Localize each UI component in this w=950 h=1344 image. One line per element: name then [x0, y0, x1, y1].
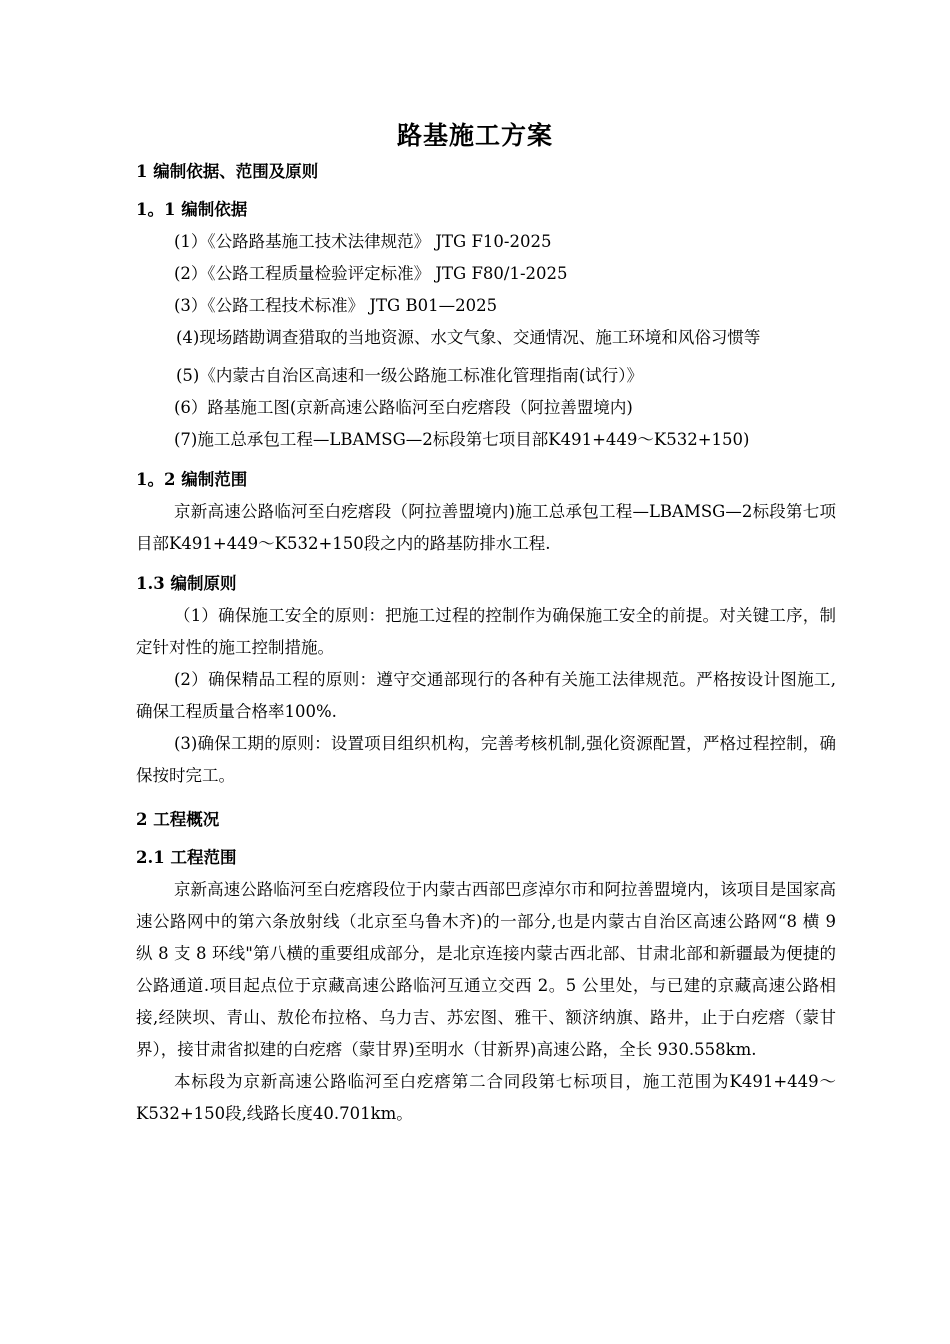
- scope-paragraph: 京新高速公路临河至白疙瘩段（阿拉善盟境内)施工总承包工程—LBAMSG—2标段第七项目部K491+449～K532+150段之内的路基防排水工程.: [136, 502, 836, 553]
- page-title: 路基施工方案: [396, 121, 553, 150]
- reference-item-4: (4)现场踏勘调查猎取的当地资源、水文气象、交通情况、施工环境和风俗习惯等: [176, 328, 761, 347]
- document-body: [136, 156, 836, 1130]
- section-1-2-heading: 1。2 编制范围: [136, 470, 248, 489]
- reference-item-3: (3）《公路工程技术标准》 JTG B01—2025: [174, 296, 498, 315]
- project-paragraph-1: 京新高速公路临河至白疙瘩段位于内蒙古西部巴彦淖尔市和阿拉善盟境内，该项目是国家高速公路网中的第六条放射线（北京至乌鲁木齐)的一部分,也是内蒙古自治区高速公路网“8 横 9 纵 8 支 8 环线"第八横的重要组成部分，是北京连接内蒙古西北部、甘肃北部和新疆最为便捷的公路通道.项目起点位于京藏高速公路临河互通立交西 2。5 公里处，与已建的京藏高速公路相接,经陕坝、青山、敖伦布拉格、乌力吉、苏宏图、雅干、额济纳旗、路井，止于白疙瘩（蒙甘界），接甘肃省拟建的白疙瘩（蒙甘界)至明水（甘新界)高速公路，全长 930.558km.: [136, 880, 836, 1059]
- section-1-3-heading: 1.3 编制原则: [136, 574, 237, 593]
- reference-item-5: (5)《内蒙古自治区高速和一级公路施工标准化管理指南(试行）》: [176, 366, 644, 385]
- section-2-1-heading: 2.1 工程范围: [136, 848, 237, 867]
- reference-item-7: (7)施工总承包工程—LBAMSG—2标段第七项目部K491+449～K532+150): [174, 430, 750, 449]
- section-2-heading: 2 工程概况: [136, 810, 220, 829]
- principle-item-3: (3)确保工期的原则：设置项目组织机构，完善考核机制,强化资源配置，严格过程控制，确保按时完工。: [136, 734, 836, 785]
- reference-item-1: (1）《公路路基施工技术法律规范》 JTG F10-2025: [174, 232, 552, 251]
- principle-item-2: (2）确保精品工程的原则：遵守交通部现行的各种有关施工法律规范。严格按设计图施工,确保工程质量合格率100%.: [136, 670, 836, 721]
- reference-item-2: (2）《公路工程质量检验评定标准》 JTG F80/1-2025: [174, 264, 568, 283]
- project-paragraph-2: 本标段为京新高速公路临河至白疙瘩第二合同段第七标项目，施工范围为K491+449～K532+150段,线路长度40.701km。: [136, 1072, 836, 1123]
- principle-item-1: （1）确保施工安全的原则：把施工过程的控制作为确保施工安全的前提。对关键工序，制定针对性的施工控制措施。: [136, 606, 836, 657]
- reference-item-6: (6）路基施工图(京新高速公路临河至白疙瘩段（阿拉善盟境内): [174, 398, 633, 417]
- section-1-heading: 1 编制依据、范围及原则: [136, 162, 319, 181]
- section-1-1-heading: 1。1 编制依据: [136, 200, 248, 219]
